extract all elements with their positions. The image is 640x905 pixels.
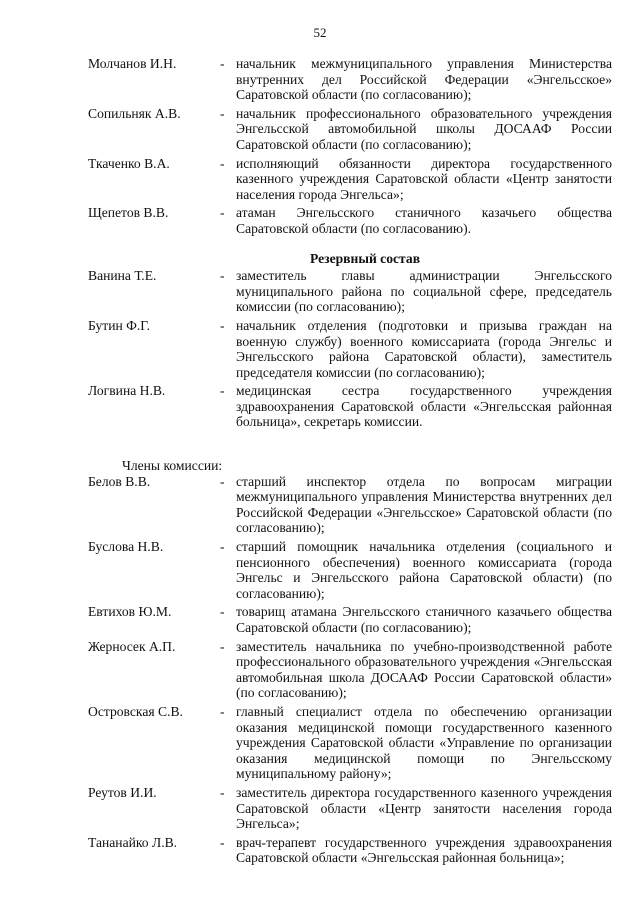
list-item (88, 383, 612, 430)
position-description: старший помощник начальника отделения (социального и пенсионного обеспечения) военного комиссариата (города Энгельс и Энгельсского района Саратовской области) (по согласованию); (236, 539, 612, 601)
position-description: начальник отделения (подготовки и призыва граждан на военную службу) военного комиссариата (города Энгельс и Энгельсского района Саратовской области), заместитель председателя комиссии (по согласованию); (236, 317, 612, 380)
section-title: Резервный состав (309, 250, 421, 266)
person-name: Ванина Т.Е. (88, 268, 157, 284)
list-item (88, 205, 612, 236)
dash-separator: - (220, 638, 225, 654)
dash-separator: - (220, 834, 225, 850)
person-name: Ткаченко В.А. (88, 155, 170, 171)
person-name: Жерносек А.П. (88, 638, 176, 654)
person-name: Щепетов В.В. (88, 205, 169, 221)
list-item (88, 639, 612, 701)
person-name: Реутов И.И. (88, 784, 157, 800)
person-name: Бутин Ф.Г. (88, 317, 151, 333)
members-heading: Члены комиссии: (122, 458, 223, 474)
position-description: заместитель директора государственного казенного учреждения Саратовской области «Центр занятости населения города Энгельса»; (236, 784, 612, 832)
person-name: Сопильняк А.В. (88, 105, 181, 121)
list-item (88, 474, 612, 536)
list-item (88, 268, 612, 315)
position-description: исполняющий обязанности директора государственного казенного учреждения Саратовской области «Центр занятости населения города Энгельса»; (236, 155, 612, 202)
position-description: старший инспектор отдела по вопросам миграции межмуниципального управления Министерства внутренних дел Российской Федерации «Энгельсское» Саратовской области (по согласованию); (236, 473, 612, 536)
list-item (88, 156, 612, 203)
dash-separator: - (220, 604, 225, 620)
person-name: Тананайко Л.В. (88, 834, 178, 850)
list-item (88, 704, 612, 782)
dash-separator: - (220, 205, 225, 221)
position-description: начальник профессионального образовательного учреждения Энгельсской автомобильной школы ДОСААФ России Саратовской области (по согласованию); (236, 105, 612, 152)
dash-separator: - (220, 383, 225, 399)
position-description: товарищ атамана Энгельсского станичного казачьего общества Саратовской области (по согласованию); (236, 604, 612, 635)
position-description: медицинская сестра государственного учреждения здравоохранения Саратовской области «Энгельсская районная больница», секретарь комиссии. (236, 383, 612, 430)
position-description: главный специалист отдела по обеспечению организации оказания медицинской помощи государственного казенного учреждения Саратовской области «Управление по организации оказания медицинской помощи по Энгельсскому муниципальному району»; (236, 703, 612, 782)
person-name: Буслова Н.В. (88, 539, 164, 555)
person-name: Евтихов Ю.М. (88, 604, 172, 620)
list-item (88, 318, 612, 380)
person-name: Островская С.В. (88, 703, 183, 719)
position-description: врач-терапевт государственного учреждения здравоохранения Саратовской области «Энгельсская районная больница»; (236, 834, 612, 866)
list-item (88, 785, 612, 832)
dash-separator: - (220, 703, 225, 719)
dash-separator: - (220, 473, 225, 489)
dash-separator: - (220, 155, 225, 171)
position-description: заместитель начальника по учебно-производственной работе профессионального образовательного учреждения «Энгельсская автомобильная школа ДОСААФ России Саратовской области» (по согласованию); (236, 638, 612, 701)
list-item (88, 106, 612, 153)
position-description: атаман Энгельсского станичного казачьего общества Саратовской области (по согласованию). (236, 205, 612, 236)
person-name: Молчанов И.Н. (88, 56, 177, 71)
position-description: заместитель главы администрации Энгельсского муниципального района по социальной сфере, председатель комиссии (по согласованию); (236, 268, 612, 315)
list-item (88, 539, 612, 601)
dash-separator: - (220, 784, 225, 800)
person-name: Логвина Н.В. (88, 383, 166, 399)
dash-separator: - (220, 317, 225, 333)
dash-separator: - (220, 268, 225, 284)
list-item (88, 56, 612, 103)
position-description: начальник межмуниципального управления Министерства внутренних дел Российской Федерации «Энгельсское» Саратовской области (по согласованию); (236, 56, 612, 103)
dash-separator: - (220, 56, 225, 71)
person-name: Белов В.В. (88, 473, 151, 489)
dash-separator: - (220, 105, 225, 121)
list-item (88, 604, 612, 635)
dash-separator: - (220, 539, 225, 555)
page-number: 52 (313, 25, 327, 40)
document-body (88, 56, 612, 869)
list-item (88, 835, 612, 866)
